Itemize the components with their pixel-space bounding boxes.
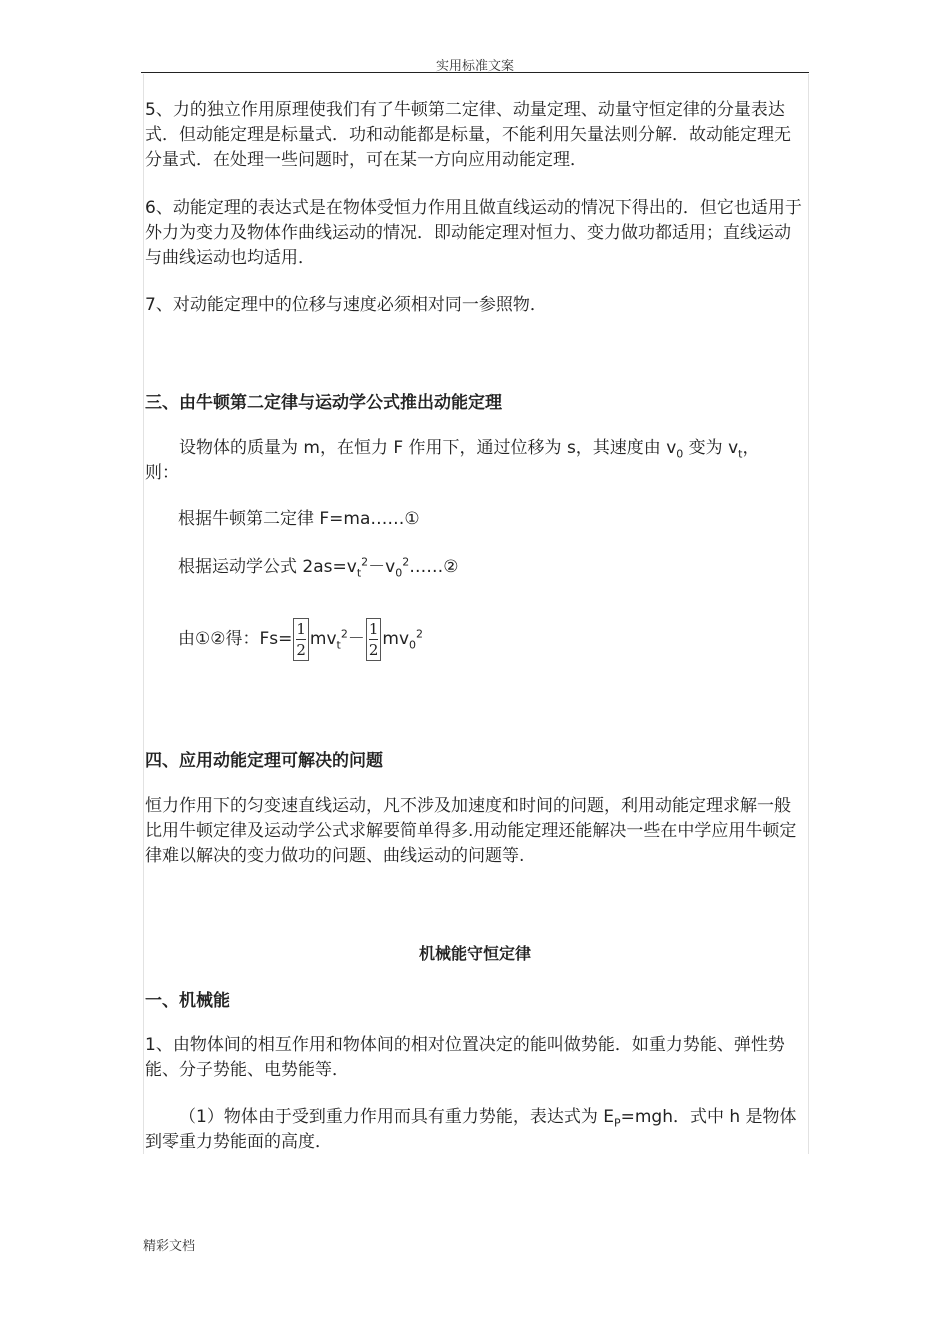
paragraph-7: 7、对动能定理中的位移与速度必须相对同一参照物． <box>145 295 547 315</box>
fraction-one-half: $\frac{1}{2}$ <box>366 618 382 661</box>
mechanical-energy-paragraph-2: （1）物体由于受到重力作用而具有重力势能，表达式为 $E_P=mgh$．式中 h 是物体到零重力势能面的高度． <box>145 1107 797 1152</box>
section-3-intro: 设物体的质量为 m，在恒力 F 作用下，通过位移为 s，其速度由 $v_0$ 变为 $v_t$， 则： <box>145 438 760 483</box>
section-4-heading: 四、应用动能定理可解决的问题 <box>145 751 383 771</box>
page-header-title: 实用标准文案 <box>435 59 514 74</box>
section-4-body: 恒力作用下的匀变速直线运动，凡不涉及加速度和时间的问题，利用动能定理求解一般比用牛顿定律及运动学公式求解要简单得多.用动能定理还能解决一些在中学应用牛顿定律难以解决的变力做功的问题、曲线运动的问题等. <box>145 796 797 866</box>
equation-3: 由①②得：Fs= $\frac{1}{2}$ $mv_t^2-$ $\frac{1}{2}$ $mv_0^2$ <box>178 619 424 659</box>
table-right-border <box>808 74 809 1154</box>
page-footer: 精彩文档 <box>143 1239 196 1254</box>
mechanical-energy-heading: 一、机械能 <box>145 991 230 1011</box>
section-3-heading: 三、由牛顿第二定律与运动学公式推出动能定理 <box>145 393 502 413</box>
paragraph-6: 6、动能定理的表达式是在物体受恒力作用且做直线运动的情况下得出的．但它也适用于外力为变力及物体作曲线运动的情况．即动能定理对恒力、变力做功都适用；直线运动与曲线运动也均适用． <box>145 198 802 268</box>
equation-2: 根据运动学公式 $2as=v_t^2-v_0^2\dots\dots ②$ <box>178 555 459 580</box>
equation-1: 根据牛顿第二定律 F=ma……① <box>178 509 420 529</box>
mechanical-energy-title: 机械能守恒定律 <box>418 944 531 963</box>
fraction-one-half: $\frac{1}{2}$ <box>293 618 309 661</box>
paragraph-5: 5、力的独立作用原理使我们有了牛顿第二定律、动量定理、动量守恒定律的分量表达式．但动能定理是标量式．功和动能都是标量，不能利用矢量法则分解．故动能定理无分量式．在处理一些问题时，可在某一方向应用动能定理． <box>145 100 791 170</box>
header-rule <box>141 72 809 73</box>
table-left-border <box>143 74 144 1154</box>
mechanical-energy-paragraph-1: 1、由物体间的相互作用和物体间的相对位置决定的能叫做势能．如重力势能、弹性势能、分子势能、电势能等． <box>145 1035 785 1080</box>
